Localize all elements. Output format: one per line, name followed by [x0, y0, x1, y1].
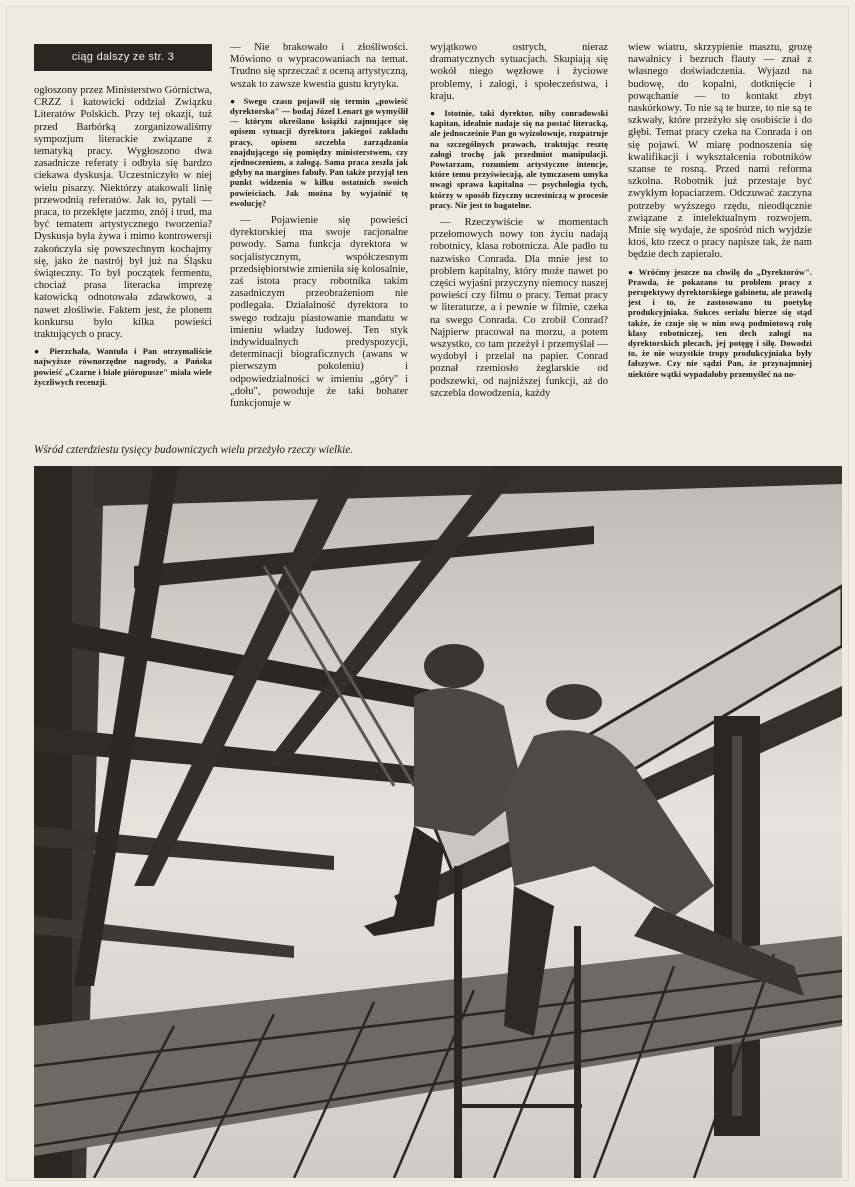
text-column-1 [34, 44, 212, 440]
col2-paragraph-2: ● Swego czasu pojawił się termin „powieść dyrektorska" — bodaj Józef Lenart go wymyślił — którym określano książki zajmujące się opisem sytuacji dyrektora jakiegoś zakładu pracy, opisem szczebla zarządzania znajdującego się pomiędzy ministerstwem, czy zjednoczeniem, a załogą. Sama praca zeszła jak gdyby na margines fabuły. Pan także przyjął ten punkt widzenia w kilku ostatnich swoich powieściach. Jak można by wyjaśnić tę ewolucję? [230, 96, 408, 208]
col1-paragraph-1: ogłoszony przez Ministerstwo Górnictwa, CRZZ i katowicki oddział Związku Literatów Polskich. Przy tej okazji, tuż przed Barbórką zorganizowaliśmy sympozjum literackie związane z tematyką pracy. Wygłoszono dwa zasadnicze referaty i odbyła się bardzo ciekawa dyskusja. Uczestniczyło w niej wielu pisarzy. Niektórzy atakowali linię przewodnią referatów. Jak to, pytali — praca, to przeklęte jarzmo, znój i trud, ma być tematem artystycznego tworzenia? Dyskusja była żywa i mimo kontrowersji zakończyła się powszechnym kochajmy się, jako że nastrój był już na Śląsku świąteczny. To był początek fermentu, chociaż prasa literacka imprezę katowicką odnotowała zdawkowo, a nawet złośliwie. Faktem jest, że plonem konkursu było kilka powieści traktujących o pracy. [34, 85, 212, 341]
column-4-body [628, 42, 812, 380]
col4-paragraph-1: wiew wiatru, skrzypienie masztu, grozę nawałnicy i bezruch flauty — znał z własnego doświadczenia. Wyjazd na budowę, do kopalni, dotknięcie i powąchanie — to kontakt zbyt naskórkowy. To nie są te burze, to nie są te szkwały, które przeżyło się osobiście i do głębi. Temat pracy czeka na Conrada i on się pojawi. W miarę podnoszenia się kwalifikacji i wykształcenia robotników szanse te rosną. Przed nami reforma szkolna. Robotnik już przestaje być zwykłym łopaciarzem. Odczuwać zaczyna potrzeby wyższego rzędu, nieodłącznie związane z intelektualnym rozwojem. Mnie się wydaje, że spośród nich wyjdzie ktoś, kto rzecz o pracy napisze tak, że nam będzie dech zapierało. [628, 42, 812, 261]
column-3-body [430, 42, 608, 400]
col3-paragraph-3: — Rzeczywiście w momentach przełomowych nowy ton życiu nadają robotnicy, klasa robotnicza. Ale padło tu nazwisko Conrada. Dla mnie jest to problem kapitalny, który może nawet po części wyjaśni przyczyny niemocy naszej powieści czy filmu o pracy. Temat pracy w literaturze, a i pewnie w filmie, czeka na swego Conrada. Co zrobił Conrad? Najpierw pracował na morzu, a potem wszystko, co tam przeżył i przemyślał — wydobył i przelał na papier. Conrad poznał rzemiosło żeglarskie od podszewki, od najniższej funkcji, aż do szczebla dowodzenia, każdy [430, 217, 608, 399]
text-column-3 [430, 42, 608, 438]
construction-photo-image [34, 466, 842, 1178]
column-1-body [34, 85, 212, 388]
photo-caption: Wśród czterdziestu tysięcy budowniczych wielu przeżyło rzeczy wielkie. [34, 444, 353, 456]
construction-photo [34, 466, 842, 1178]
col3-paragraph-1: wyjątkowo ostrych, nieraz dramatycznych sytuacjach. Skupiają się wokół niego węzłowe i życiowe problemy, i załogi, i społeczeństwa, i kraju. [430, 42, 608, 102]
continuation-banner: ciąg dalszy ze str. 3 [34, 44, 212, 71]
col4-paragraph-2: ● Wróćmy jeszcze na chwilę do „Dyrektorów". Prawda, że pokazano tu problem pracy z perspektywy dyrektorskiego gabinetu, ale prawdą jest i to, że zastosowano tu poetykę produkcyjniaka. Sukces serialu bierze się stąd także, że czuje się w nim ową podmiotową rolę klasy robotniczej, ten dech załogi na dyrektorskich plecach, jej potęgę i siłę. Dowodzi to, że nie wszystkie tropy produkcyjniaka były fałszywe. Czy nie sądzi Pan, że przynajmniej niektóre wątki wypadałoby przemyśleć na no- [628, 267, 812, 379]
text-column-2 [230, 42, 408, 438]
col3-paragraph-2: ● Istotnie, taki dyrektor, niby conradowski kapitan, idealnie nadaje się na postać literacką, ale jednocześnie Pan go wyizolowuje, rozpatruje na szczególnych prawach, traktując resztę załogi trochę jak przedmiot manipulacji. Powtarzam, rozumiem artystyczne intencje, które temu przyświecają, ale tymczasem umyka uwagi sprawa kapitalna — psychologia tych, którzy w sposób fizyczny uczestniczą w procesie pracy. Nie jest to bagatelne. [430, 109, 608, 210]
col1-paragraph-2: ● Pierzchała, Wantuła i Pan otrzymaliście najwyższe równorzędne nagrody, a Pańska powieść „Czarne i białe pióropusze" miała wiele życzliwych recenzji. [34, 347, 212, 387]
column-2-body [230, 42, 408, 410]
col2-paragraph-3: — Pojawienie się powieści dyrektorskiej ma swoje racjonalne powody. Sama funkcja dyrektora w socjalistycznym, współczesnym przedsiębiorstwie zmieniła się kolosalnie, zaś istota pracy robotnika takim zasadniczym przeobrażeniom nie podlegała. Działalność dyrektora to swego rodzaju piastowanie mandatu w imieniu władzy ludowej. Ten styk indywidualnych predyspozycji, determinacji biograficznych (awans w pierwszym pokoleniu) i odpowiedzialności w imieniu „góry" i „dołu", powoduje że taki bohater funkcjonuje w [230, 215, 408, 410]
col2-paragraph-1: — Nie brakowało i złośliwości. Mówiono o wypracowaniach na temat. Trudno się sprzeczać z oceną artystyczną, wszak to zawsze kwestia gustu krytyka. [230, 42, 408, 90]
text-column-4 [628, 42, 812, 438]
